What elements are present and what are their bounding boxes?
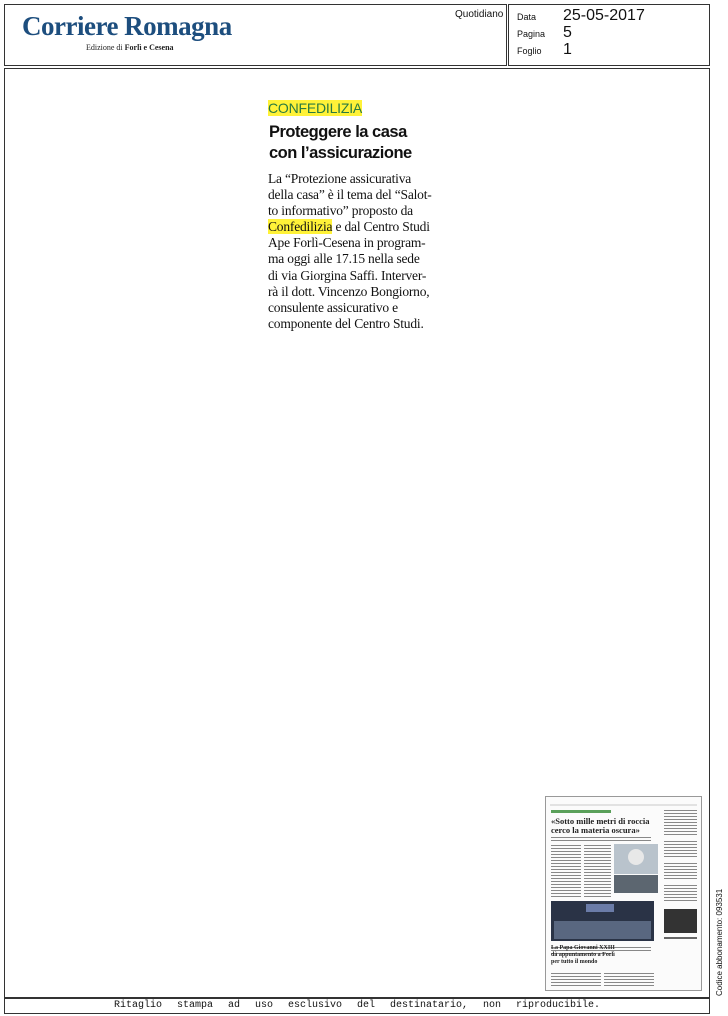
headline-line: con l’assicurazione bbox=[269, 144, 412, 162]
publication-title: Corriere Romagna bbox=[22, 11, 232, 41]
edition-name: Forlì e Cesena bbox=[124, 43, 174, 52]
body-line: della casa” è il tema del “Salot- bbox=[268, 187, 432, 203]
headline-line: Proteggere la casa bbox=[269, 123, 407, 141]
thumbnail-headline-line: «Sotto mille metri di roccia bbox=[551, 816, 650, 826]
section-highlight: CONFEDILIZIA bbox=[268, 100, 363, 116]
meta-row-page bbox=[509, 25, 709, 43]
body-line: componente del Centro Studi. bbox=[268, 315, 424, 331]
body-highlight: Confedilizia bbox=[268, 219, 333, 235]
meta-row-date bbox=[509, 8, 709, 26]
body-line: Ape Forlì-Cesena in program- bbox=[268, 235, 426, 251]
body-line bbox=[268, 219, 432, 235]
body-line: La “Protezione assicurativa bbox=[268, 171, 412, 186]
meta-value-date: 25-05-2017 bbox=[563, 7, 645, 24]
publication-edition bbox=[86, 43, 174, 52]
subscription-label: Codice abbonamento: bbox=[715, 917, 724, 996]
publication-type: Quotidiano bbox=[455, 9, 504, 20]
thumbnail-headline-line: cerco la materia oscura» bbox=[551, 825, 640, 835]
page-thumbnail bbox=[545, 796, 702, 991]
thumbnail-subheadline-line: per tutto il mondo bbox=[551, 959, 598, 965]
meta-row-sheet bbox=[509, 42, 709, 60]
thumbnail-subheadline-line: dà appuntamento a Forlì bbox=[551, 952, 615, 958]
footer-box bbox=[4, 998, 710, 1014]
edition-prefix: Edizione di bbox=[86, 43, 123, 52]
meta-value-page: 5 bbox=[563, 24, 572, 41]
thumbnail-subheadline-line: La Papa Giovanni XXIII bbox=[551, 945, 615, 951]
subscription-value: 093531 bbox=[715, 888, 724, 916]
meta-label-page: Pagina bbox=[517, 29, 546, 39]
footer-note: Ritaglio stampa ad uso esclusivo del destinatario, non riproducibile. bbox=[113, 1000, 601, 1011]
article-headline bbox=[269, 122, 469, 164]
body-line: consulente assicurativo e bbox=[268, 299, 398, 315]
body-line-rest: e dal Centro Studi bbox=[332, 219, 430, 235]
meta-label-date: Data bbox=[517, 12, 537, 22]
article-body bbox=[268, 171, 432, 332]
meta-label-sheet: Foglio bbox=[517, 46, 542, 56]
header-meta-box bbox=[508, 4, 710, 66]
body-line: to informativo” proposto da bbox=[268, 203, 413, 219]
body-line: rà il dott. Vincenzo Bongiorno, bbox=[268, 283, 430, 299]
body-line: ma oggi alle 17.15 nella sede bbox=[268, 251, 420, 267]
meta-value-sheet: 1 bbox=[563, 41, 572, 58]
article-section bbox=[268, 100, 362, 116]
subscription-code bbox=[715, 889, 724, 996]
body-line: di via Giorgina Saffi. Interver- bbox=[268, 267, 427, 283]
